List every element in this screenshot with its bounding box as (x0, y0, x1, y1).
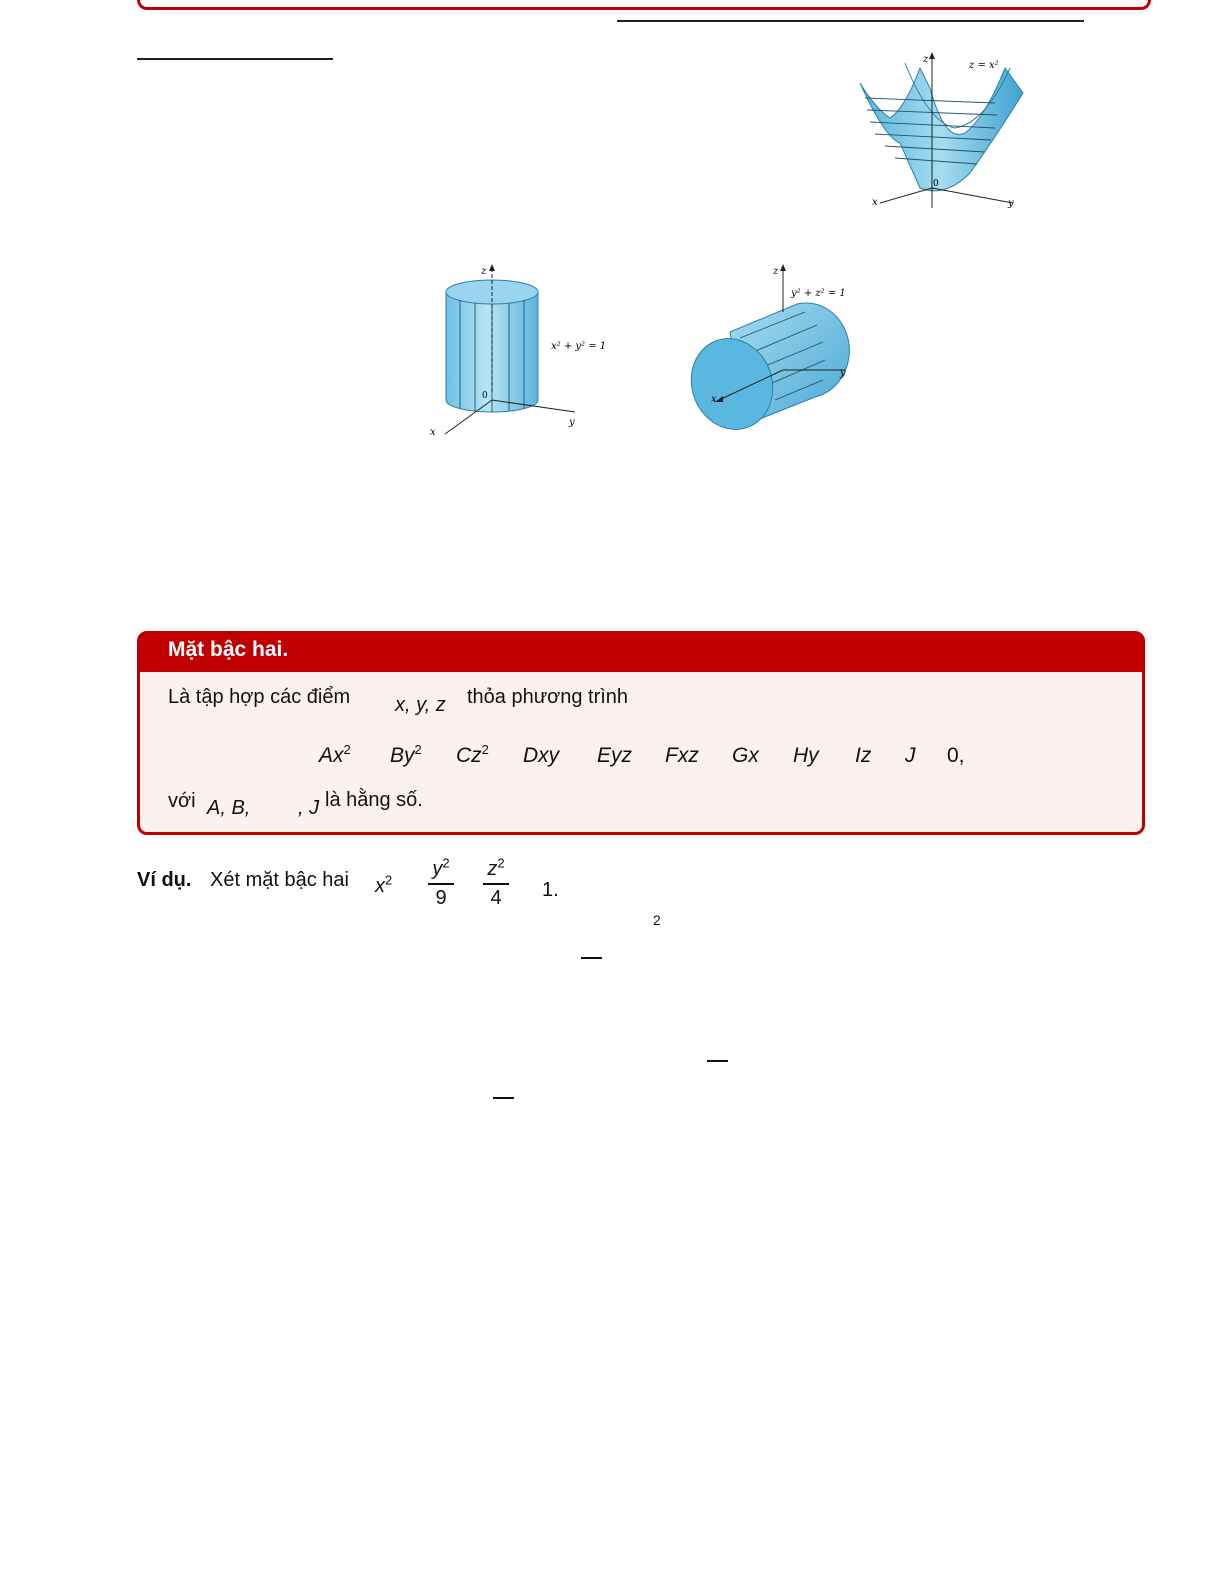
term-fxz: Fxz (665, 744, 699, 767)
equation-label: x² + y² = 1 (551, 341, 607, 352)
term-eyz: Eyz (597, 744, 633, 767)
definition-line1-prefix: Là tập hợp các điểm (168, 686, 351, 708)
fraction-bar-fragment-3 (493, 1097, 514, 1099)
term-ax2: Ax$^2$ (319, 742, 351, 767)
axis-label-z: z (773, 266, 779, 277)
fraction-bar-fragment-1 (581, 957, 602, 959)
term-iz: Iz (855, 744, 872, 767)
definition-box (137, 631, 1145, 835)
coefficients-end: , J (298, 797, 320, 819)
example-label: Ví dụ. (137, 869, 192, 891)
figure-cylinder-z-axis (425, 262, 625, 442)
origin-label: 0 (482, 391, 488, 401)
definition-point: x, y, z (395, 694, 446, 716)
axis-label-x: x (711, 394, 717, 405)
term-gx: Gx (732, 744, 759, 767)
definition-title: Mặt bậc hai. (168, 638, 289, 661)
figure-parabolic-cylinder (845, 48, 1045, 213)
axis-label-z: z (923, 54, 929, 65)
definition-line3-suffix: là hằng số. (325, 789, 423, 811)
term-dxy: Dxy (523, 744, 560, 767)
term-cz2: Cz$^2$ (456, 742, 489, 767)
fraction-y2-over-9: $y^2$ 9 (428, 858, 454, 910)
definition-line3-prefix: với (168, 790, 196, 812)
axis-label-z: z (481, 266, 487, 277)
axis-label-y: y (569, 417, 575, 428)
term-j: J (905, 744, 916, 767)
origin-label: 0 (933, 179, 939, 189)
term-zero: 0, (947, 744, 965, 767)
top-definition-box-edge (137, 0, 1151, 10)
coefficients-start: A, B, (207, 797, 251, 819)
example-rhs: 1. (542, 879, 559, 901)
figure-cylinder-x-axis (685, 262, 865, 442)
example-text: Xét mặt bậc hai (210, 869, 349, 891)
equation-label: y² + z² = 1 (791, 288, 846, 299)
term-by2: By$^2$ (390, 742, 422, 767)
definition-line1-suffix: thỏa phương trình (467, 686, 629, 708)
axis-label-x: x (430, 427, 436, 438)
stray-exponent: 2 (653, 912, 661, 928)
example-x-term: $x^2$ (375, 872, 393, 897)
axis-label-y: y (1008, 198, 1014, 209)
axis-label-y: y (840, 368, 846, 379)
equation-label: z = x² (969, 60, 999, 71)
term-hy: Hy (793, 744, 819, 767)
axis-label-x: x (872, 197, 878, 208)
fraction-bar-fragment-2 (707, 1060, 728, 1062)
underline-right (617, 20, 1084, 22)
fraction-z2-over-4: $z^2$ 4 (483, 858, 509, 910)
underline-left (137, 58, 333, 60)
definition-header (140, 634, 1142, 672)
